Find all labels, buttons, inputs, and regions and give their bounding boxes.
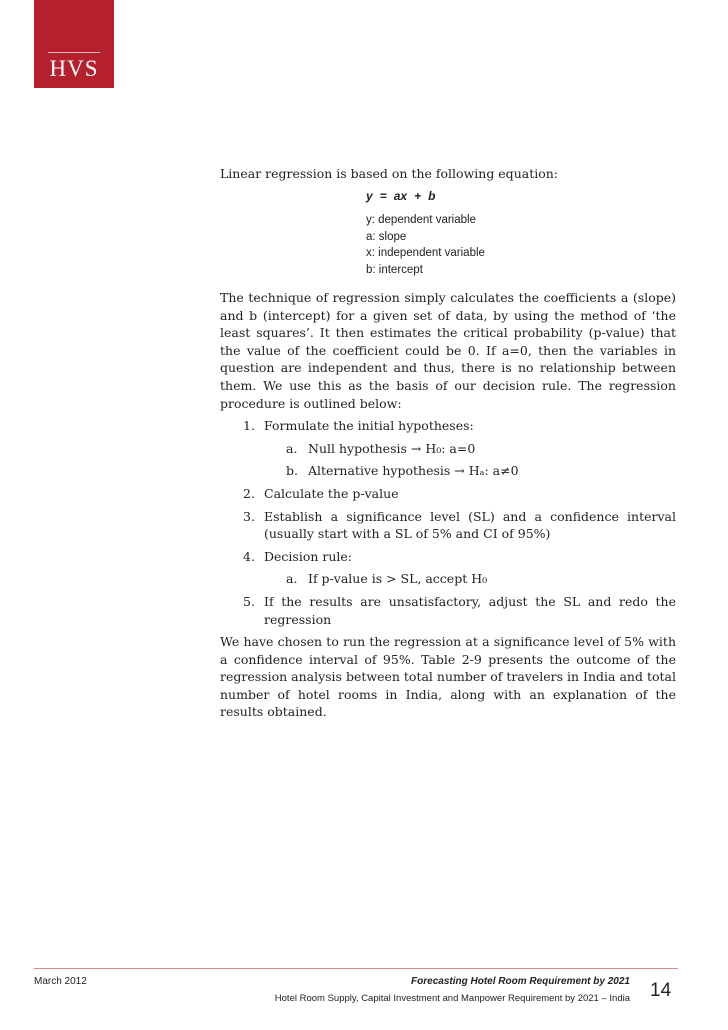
- subitem-text: If p-value is > SL, accept H₀: [308, 571, 488, 587]
- list-item: [220, 593, 676, 628]
- variable-item: a: slope: [366, 230, 407, 243]
- subitem-letter: b.: [286, 463, 298, 479]
- item-number: 1.: [243, 418, 255, 434]
- subitem-letter: a.: [286, 571, 298, 587]
- list-item: [220, 548, 676, 566]
- footer-report-subtitle: Hotel Room Supply, Capital Investment and Manpower Requirement by 2021 – India: [274, 993, 630, 1004]
- list-item: [220, 417, 676, 435]
- variable-definitions: [366, 212, 676, 278]
- paragraph-regression-technique: The technique of regression simply calculates the coefficients a (slope) and b (intercept) for a given set of data, by using the method of ‘the least squares’. It then estimates the critical probability (p-value) that the value of the coefficient could be 0. If a=0, then the variables in question are independent and thus, there is no relationship between them. We use this as the basis of our decision rule. The regression procedure is outlined below:: [220, 290, 676, 411]
- eq-equals: =: [379, 189, 387, 203]
- item-text: If the results are unsatisfactory, adjust the SL and redo the regression: [264, 593, 676, 627]
- list-subitem: [220, 570, 676, 588]
- variable-item: x: independent variable: [366, 247, 485, 259]
- variable-item: b: intercept: [366, 263, 423, 276]
- eq-y: y: [366, 189, 373, 203]
- hvs-logo: [34, 0, 114, 88]
- page-number: 14: [650, 980, 672, 1001]
- regression-equation: [366, 189, 676, 203]
- list-item: [220, 485, 676, 503]
- footer-report-title: Forecasting Hotel Room Requirement by 2021: [411, 976, 630, 987]
- paragraph-regression-choice: We have chosen to run the regression at a significance level of 5% with a confidence interval of 95%. Table 2-9 presents the outcome of the regression analysis between total number of travelers in India and total number of hotel rooms in India, along with an explanation of the results obtained.: [220, 634, 676, 720]
- item-text: Calculate the p-value: [264, 485, 399, 501]
- eq-plus: +: [414, 189, 422, 203]
- list-subitem: [220, 462, 676, 480]
- main-content: [220, 165, 676, 721]
- item-number: 4.: [243, 548, 255, 564]
- item-number: 3.: [243, 508, 255, 524]
- item-number: 2.: [243, 485, 255, 501]
- subitem-letter: a.: [286, 440, 298, 456]
- eq-ax: ax: [393, 189, 408, 203]
- item-text: Formulate the initial hypotheses:: [264, 418, 474, 434]
- list-item: [220, 508, 676, 543]
- logo-text: HVS: [49, 56, 99, 81]
- procedure-list: [220, 417, 676, 628]
- item-text: Decision rule:: [264, 548, 353, 564]
- eq-b: b: [428, 189, 436, 203]
- logo-rule: [48, 52, 100, 53]
- footer-date: March 2012: [34, 976, 87, 987]
- item-number: 5.: [243, 593, 255, 609]
- footer-divider: [34, 968, 678, 969]
- subitem-text: Null hypothesis → H₀: a=0: [308, 440, 476, 456]
- subitem-text: Alternative hypothesis → Hₐ: a≠0: [308, 463, 519, 479]
- list-subitem: [220, 440, 676, 458]
- variable-item: y: dependent variable: [366, 214, 476, 226]
- intro-text: Linear regression is based on the following equation:: [220, 166, 559, 181]
- item-text: Establish a significance level (SL) and a confidence interval (usually start with a SL of 5% and CI of 95%): [264, 508, 676, 542]
